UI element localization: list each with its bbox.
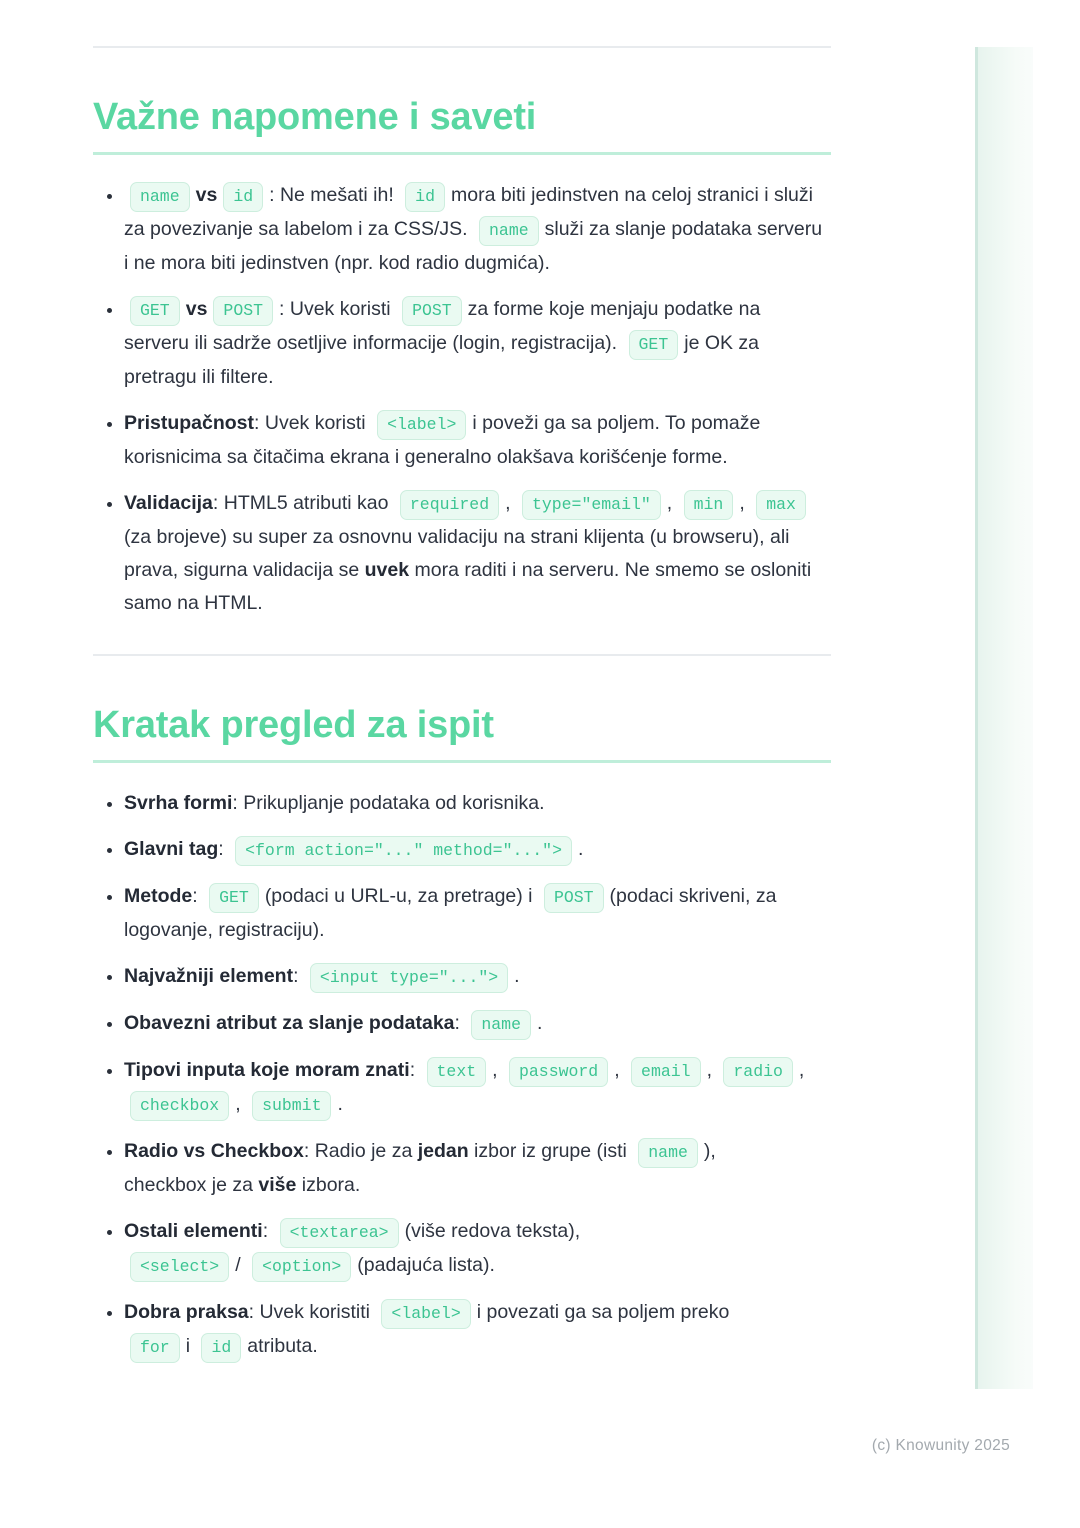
code-chip: GET xyxy=(629,330,679,360)
bold-text: Metode xyxy=(124,885,193,907)
code-chip: email xyxy=(631,1057,701,1087)
list-item: • Dobra praksa: Uvek koristiti <label> i povezati ga sa poljem preko for i id atributa. xyxy=(124,1296,831,1364)
code-chip: <input type="..."> xyxy=(310,963,508,993)
section xyxy=(93,654,831,1364)
section-title: Kratak pregled za ispit xyxy=(93,702,831,763)
bold-text: Glavni tag xyxy=(124,838,219,860)
bold-text: Validacija xyxy=(124,492,213,514)
code-chip: submit xyxy=(252,1091,331,1121)
code-chip: text xyxy=(427,1057,487,1087)
notes-list xyxy=(93,179,831,620)
code-chip: POST xyxy=(402,296,462,326)
code-chip: name xyxy=(471,1010,531,1040)
bold-text: jedan xyxy=(417,1140,469,1162)
bold-text: Pristupačnost xyxy=(124,412,255,434)
list-item: • Validacija: HTML5 atributi kao required , type="email" , min , max(za brojeve) su super za osnovnu validaciju na strani klijenta (u browseru), ali prava, sigurna validacija se uvek mora raditi i na serveru. Ne smemo se osloniti samo na HTML. xyxy=(124,487,831,620)
bold-text: Ostali elementi xyxy=(124,1220,263,1242)
footer-copyright: (c) Knowunity 2025 xyxy=(871,1437,1010,1454)
notes-list xyxy=(93,787,831,1364)
code-chip: <label> xyxy=(377,410,466,440)
code-chip: radio xyxy=(723,1057,793,1087)
content-column xyxy=(93,0,831,1398)
code-chip: name xyxy=(130,182,190,212)
code-chip: id xyxy=(405,182,445,212)
list-item: • Ostali elementi: <textarea> (više redova teksta), <select> / <option> (padajuća lista). xyxy=(124,1215,831,1283)
list-item: • Glavni tag: <form action="..." method="..."> . xyxy=(124,833,831,867)
code-chip: password xyxy=(509,1057,608,1087)
next-page-edge-strip xyxy=(975,47,1033,1389)
code-chip: id xyxy=(223,182,263,212)
list-item: • Svrha formi: Prikupljanje podataka od korisnika. xyxy=(124,787,831,820)
list-item: • Obavezni atribut za slanje podataka: name . xyxy=(124,1007,831,1041)
code-chip: POST xyxy=(544,883,604,913)
code-chip: id xyxy=(201,1333,241,1363)
code-chip: POST xyxy=(213,296,273,326)
code-chip: GET xyxy=(130,296,180,326)
code-chip: <label> xyxy=(381,1299,470,1329)
section xyxy=(93,46,831,620)
code-chip: GET xyxy=(209,883,259,913)
list-item: • GET vs POST : Uvek koristi POST za forme koje menjaju podatke na serveru ili sadrže osetljive informacije (login, registracija). GET je OK za pretragu ili filtere. xyxy=(124,293,831,394)
list-item: • name vs id : Ne mešati ih! id mora biti jedinstven na celoj stranici i služi za povezivanje sa labelom i za CSS/JS. name služi za slanje podataka serveru i ne mora biti jedinstven (npr. kod radio dugmića). xyxy=(124,179,831,280)
code-chip: max xyxy=(756,490,806,520)
list-item: • Pristupačnost: Uvek koristi <label> i poveži ga sa poljem. To pomaže korisnicima sa čitačima ekrana i generalno olakšava korišćenje forme. xyxy=(124,407,831,474)
section-divider xyxy=(93,46,831,48)
code-chip: name xyxy=(638,1138,698,1168)
list-item: • Tipovi inputa koje moram znati: text , password , email , radio , checkbox , submit . xyxy=(124,1054,831,1122)
code-chip: <option> xyxy=(252,1252,351,1282)
bold-text: vs xyxy=(195,184,218,206)
bold-text: Najvažniji element xyxy=(124,965,294,987)
list-item: • Najvažniji element: <input type="..."> . xyxy=(124,960,831,994)
section-divider xyxy=(93,654,831,656)
bold-text: više xyxy=(258,1174,297,1196)
bold-text: uvek xyxy=(364,559,410,581)
code-chip: min xyxy=(684,490,734,520)
bold-text: Obavezni atribut za slanje podataka xyxy=(124,1012,455,1034)
code-chip: <textarea> xyxy=(280,1218,399,1248)
code-chip: name xyxy=(479,216,539,246)
code-chip: <form action="..." method="..."> xyxy=(235,836,572,866)
code-chip: checkbox xyxy=(130,1091,229,1121)
section-title: Važne napomene i saveti xyxy=(93,94,831,155)
list-item: • Radio vs Checkbox: Radio je za jedan izbor iz grupe (isti name ), checkbox je za više izbora. xyxy=(124,1135,831,1202)
bold-text: Svrha formi xyxy=(124,792,233,814)
code-chip: required xyxy=(400,490,499,520)
code-chip: <select> xyxy=(130,1252,229,1282)
bold-text: vs xyxy=(185,298,208,320)
list-item: • Metode: GET (podaci u URL-u, za pretrage) i POST (podaci skriveni, za logovanje, registraciju). xyxy=(124,880,831,947)
code-chip: type="email" xyxy=(522,490,661,520)
bold-text: Tipovi inputa koje moram znati xyxy=(124,1059,410,1081)
code-chip: for xyxy=(130,1333,180,1363)
bold-text: Dobra praksa xyxy=(124,1301,249,1323)
bold-text: Radio vs Checkbox xyxy=(124,1140,304,1162)
